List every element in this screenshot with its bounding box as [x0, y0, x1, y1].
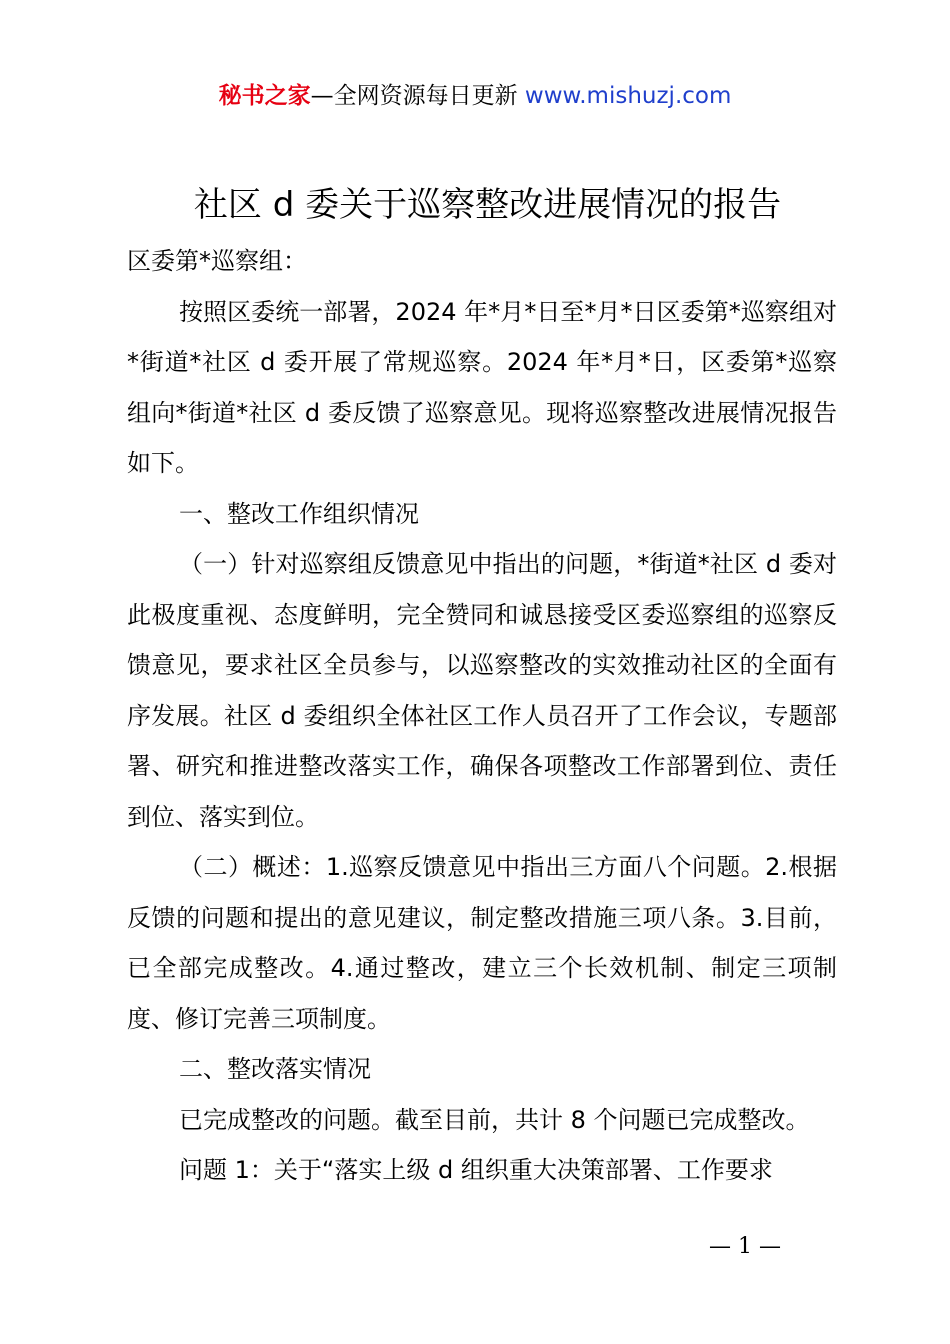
document-title: 社区 d 委关于巡察整改进展情况的报告 — [193, 185, 782, 225]
paragraph-completed-summary: 已完成整改的问题。截至目前，共计 8 个问题已完成整改。 — [179, 1105, 810, 1134]
site-header — [0, 80, 950, 112]
paragraph-subsection-2: （二）概述：1.巡察反馈意见中指出三方面八个问题。2.根据反馈的问题和提出的意见建议，制定整改措施三项八条。3.目前，已全部完成整改。4.通过整改，建立三个长效机制、制定三项制度、修订完善三项制度。 — [127, 853, 837, 1033]
site-url-link[interactable]: www.mishuzj.com — [524, 83, 732, 109]
salutation: 区委第*巡察组： — [127, 247, 307, 275]
site-brand: 秘书之家 — [218, 83, 311, 109]
section-heading-1: 一、整改工作组织情况 — [179, 499, 419, 528]
paragraph-intro: 按照区委统一部署，2024 年*月*日至*月*日区委第*巡察组对*街道*社区 d 委开展了常规巡察。2024 年*月*日，区委第*巡察组向*街道*社区 d 委反馈了巡察意见。现将巡察整改进展情况报告如下。 — [127, 297, 837, 477]
page-number: — 1 — — [709, 1234, 781, 1259]
section-heading-2: 二、整改落实情况 — [179, 1055, 371, 1083]
site-tagline: —全网资源每日更新 — [310, 83, 518, 109]
paragraph-issue-1: 问题 1：关于“落实上级 d 组织重大决策部署、工作要求 — [179, 1156, 773, 1184]
paragraph-subsection-1: （一）针对巡察组反馈意见中指出的问题，*街道*社区 d 委对此极度重视、态度鲜明，完全赞同和诚恳接受区委巡察组的巡察反馈意见，要求社区全员参与，以巡察整改的实效推动社区的全面有序发展。社区 d 委组织全体社区工作人员召开了工作会议，专题部署、研究和推进整改落实工作，确保各项整改工作部署到位、责任到位、落实到位。 — [127, 550, 837, 831]
document-body — [127, 236, 837, 1196]
